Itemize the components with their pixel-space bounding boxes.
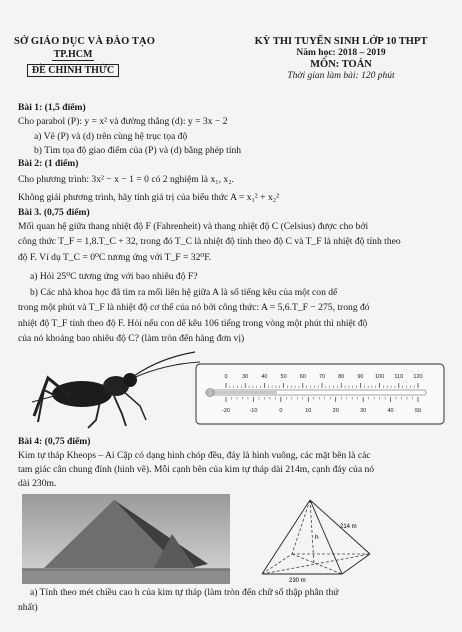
fahrenheit-tick-label: 70 — [318, 374, 326, 380]
problem-3-line-1: Mối quan hệ giữa thang nhiệt độ F (Fahrenheit) và thang nhiệt độ C (Celsius) được cho bởi — [18, 221, 369, 232]
problem-4-part-a-line-1: a) Tính theo mét chiều cao h của kim tự tháp (làm tròn đến chữ số thập phân thứ — [30, 587, 339, 598]
problem-4-line-1: Kim tự tháp Kheops – Ai Cập có dạng hình chóp đều, đáy là hình vuông, các mặt bên là các — [18, 450, 371, 461]
problem-3-line-2: công thức T_F = 1,8.T_C + 32, trong đó T_C là nhiệt độ tính theo độ C và T_F là nhiệt độ tính theo — [18, 236, 401, 247]
celsius-tick-label: 10 — [305, 408, 312, 414]
fahrenheit-tick-label: 90 — [357, 374, 364, 380]
problem-1-part-a: a) Vẽ (P) và (d) trên cùng hệ trục tọa độ — [34, 131, 188, 142]
problem-1-title: Bài 1: (1,5 điểm) — [18, 102, 86, 113]
cricket-illustration — [32, 352, 200, 428]
official-badge: ĐỀ CHÍNH THỨC — [27, 64, 119, 77]
problem-3-part-b-line-3: nhiệt độ T_F tính theo độ F. Hỏi nếu con dế kêu 106 tiếng trong vòng một phút thì nhiệt độ — [18, 318, 368, 329]
celsius-tick-label: 20 — [332, 408, 339, 414]
problem-3-part-b-line-2: trong một phút và T_F là nhiệt độ cơ thể của nó bởi công thức: A = 5,6.T_F − 275, trong đó — [18, 302, 370, 313]
problem-3-part-b-line-4: của nó khoảng bao nhiêu độ C? (làm tròn đến hàng đơn vị) — [18, 333, 245, 344]
fahrenheit-tick-label: 120 — [413, 374, 423, 380]
header-right — [228, 36, 454, 81]
celsius-tick-label: 30 — [360, 408, 367, 414]
fahrenheit-tick-label: 110 — [394, 374, 404, 380]
fahrenheit-tick-label: 40 — [261, 374, 268, 380]
celsius-tick-label: 40 — [387, 408, 394, 414]
problem-1-statement: Cho parabol (P): y = x² và đường thẳng (d): y = 3x − 2 — [18, 116, 228, 127]
edge-length-label: 214 m — [340, 524, 357, 530]
problem-2-statement: Cho phương trình: 3x² − x − 1 = 0 có 2 nghiệm là x₁, x₂. — [18, 174, 234, 185]
celsius-tick-label: 50 — [414, 408, 422, 414]
pyramid-photo — [22, 494, 230, 584]
problem-3-title: Bài 3. (0,75 điểm) — [18, 207, 90, 218]
problem-4-line-2: tam giác cân chung đỉnh (hình vẽ). Mỗi cạnh bên của kim tự tháp dài 214m, cạnh đáy của nó — [18, 464, 375, 475]
celsius-tick-label: -10 — [249, 408, 258, 414]
problem-1-part-b: b) Tìm tọa độ giao điểm của (P) và (d) bằng phép tính — [34, 145, 242, 156]
problem-4-title: Bài 4: (0,75 điểm) — [18, 436, 91, 447]
fahrenheit-tick-label: 100 — [375, 374, 385, 380]
fahrenheit-tick-label: 30 — [242, 374, 249, 380]
fahrenheit-tick-label: 80 — [338, 374, 345, 380]
problem-2-title: Bài 2: (1 điểm) — [18, 158, 79, 169]
time-allowed: Thời gian làm bài: 120 phút — [287, 71, 395, 81]
problem-3-part-a: a) Hỏi 25⁰C tương ứng với bao nhiêu độ F? — [30, 271, 198, 282]
problem-4-part-a-line-2: nhất) — [18, 602, 38, 613]
base-length-label: 230 m — [289, 578, 306, 584]
height-label: h — [315, 534, 319, 541]
header-left — [14, 36, 155, 78]
pyramid-diagram — [244, 494, 384, 584]
thermometer — [196, 364, 444, 424]
city-name: TP.HCM — [53, 49, 93, 60]
problem-4-line-3: dài 230m. — [18, 478, 57, 489]
subject-title: MÔN: TOÁN — [310, 59, 372, 70]
fahrenheit-tick-label: 0 — [224, 374, 228, 380]
problem-2-question: Không giải phương trình, hãy tính giá trị của biểu thức A = x₁² + x₂² — [18, 192, 279, 203]
celsius-tick-label: -20 — [222, 408, 230, 414]
fahrenheit-tick-label: 60 — [299, 374, 306, 380]
cricket-thermometer-figure — [30, 350, 450, 436]
fahrenheit-tick-label: 50 — [280, 374, 287, 380]
celsius-tick-label: 0 — [279, 408, 283, 414]
department-name: SỞ GIÁO DỤC VÀ ĐÀO TẠO — [14, 36, 155, 47]
problem-3-line-3: độ F. Ví dụ T_C = 0⁰C tương ứng với T_F = 32⁰F. — [18, 252, 212, 263]
exam-title: KỲ THI TUYỂN SINH LỚP 10 THPT — [254, 36, 428, 47]
school-year: Năm học: 2018 – 2019 — [296, 48, 386, 58]
problem-3-part-b-line-1: b) Các nhà khoa học đã tìm ra mối liên hệ giữa A là số tiếng kêu của một con dế — [30, 287, 338, 298]
